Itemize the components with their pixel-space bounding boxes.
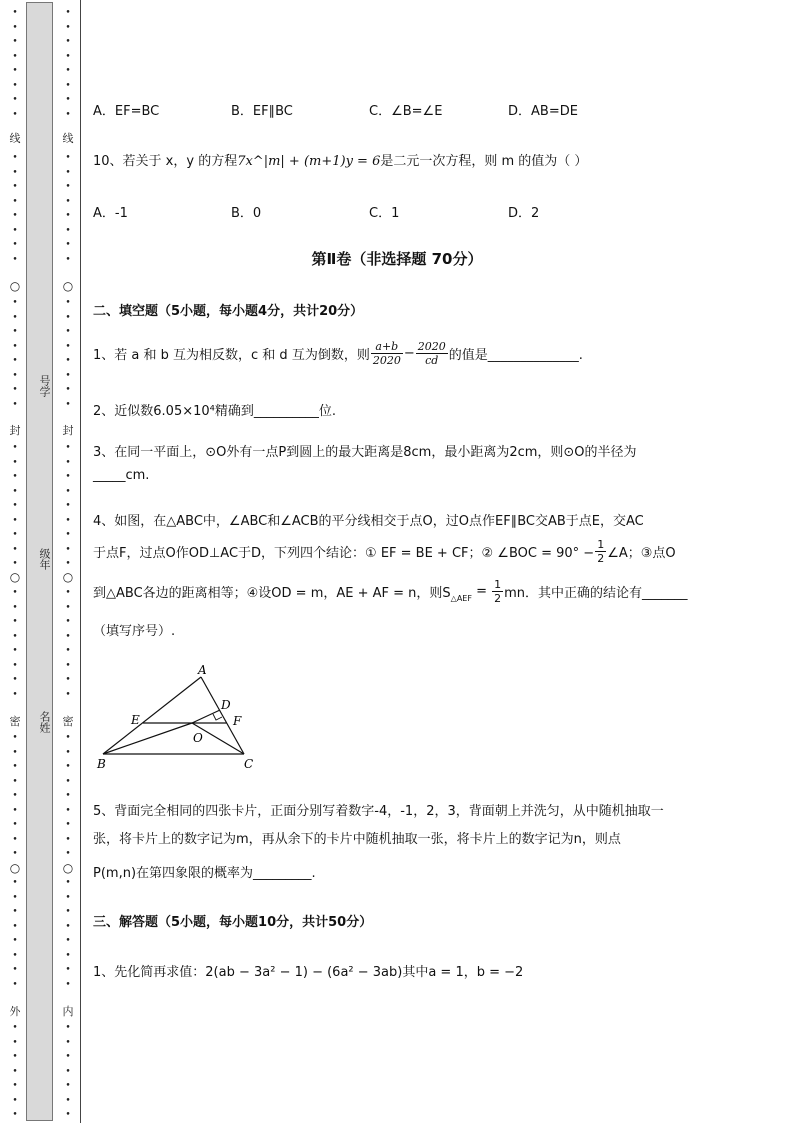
fill-q1-suffix: 的值是______________. [448,348,583,363]
fill-q4-frac-denominator: 2 [597,552,605,565]
outer-margin-dot: • [12,878,18,888]
inner-margin-dot: • [65,197,71,207]
inner-margin-dot: • [65,443,71,453]
outer-margin-dot: • [12,226,18,236]
inner-margin-dot: • [65,37,71,47]
outer-margin-dot: • [12,153,18,163]
outer-margin-dot: • [12,617,18,627]
inner-margin-dot: • [65,820,71,830]
q10-question [93,150,587,169]
outer-margin-dot: • [12,675,18,685]
inner-margin-circle: ○ [62,279,74,293]
outer-margin-dot: • [12,632,18,642]
outer-margin-dot: • [12,23,18,33]
inner-margin-dot: • [65,313,71,323]
outer-margin-dot: • [12,748,18,758]
outer-margin-dot: • [12,588,18,598]
inner-margin-dot: • [65,791,71,801]
inner-margin-dot: • [65,342,71,352]
inner-margin-dot: • [65,777,71,787]
fill-q2: 2、近似数6.05×10⁴精确到__________位. [93,404,336,419]
outer-margin-dot: • [12,936,18,946]
outer-margin-dot: • [12,835,18,845]
inner-margin-dot: • [65,878,71,888]
label-f: F [233,714,242,728]
outer-margin-seal-char: 封 [9,424,21,437]
outer-margin-dot: • [12,298,18,308]
fill-q4-line2 [93,538,676,565]
fill-section-heading: 二、填空题（5小题，每小题4分，共计20分） [93,304,364,319]
outer-margin-dot: • [12,820,18,830]
triangle-figure [92,664,262,774]
q10-suffix: 是二元一次方程，则 m 的值为（ ） [380,154,588,169]
outer-margin-circle: ○ [9,861,21,875]
inner-margin-dot: • [65,893,71,903]
fill-q1-frac2-numerator: 2020 [417,340,446,353]
outer-margin-dot: • [12,1067,18,1077]
grade-label: 级年 [38,548,51,570]
outer-margin-dot: • [12,1052,18,1062]
fill-q5-line1: 5、背面完全相同的四张卡片，正面分别写着数字-4，-1，2，3，背面朝上并洗匀，从中随机抽取一 [93,804,664,819]
inner-margin-dot: • [65,806,71,816]
inner-margin-dot: • [65,255,71,265]
outer-margin-dot: • [12,806,18,816]
outer-margin-dot: • [12,559,18,569]
q9-option-d: D．AB=DE [508,104,578,119]
outer-margin-dot: • [12,487,18,497]
inner-margin-dot: • [65,240,71,250]
inner-margin-dot: • [65,559,71,569]
inner-margin-dot: • [65,748,71,758]
inner-margin-dot: • [65,1023,71,1033]
outer-margin-dot: • [12,530,18,540]
inner-margin-dot: • [65,646,71,656]
outer-margin-circle: ○ [9,279,21,293]
inner-margin-dot: • [65,936,71,946]
inner-margin-dot: • [65,501,71,511]
fill-q3-line2: _____cm. [93,468,150,483]
outer-margin-dot: • [12,443,18,453]
outer-margin-seal-char: 密 [9,715,21,728]
outer-margin-dot: • [12,849,18,859]
inner-margin-dot: • [65,849,71,859]
student-info-bar [26,2,53,1121]
outer-margin-dot: • [12,1023,18,1033]
inner-margin-dot: • [65,1110,71,1120]
fill-q1-prefix: 1、若 a 和 b 互为相反数，c 和 d 互为倒数，则 [93,348,370,363]
fill-q4-line3-suffix: mn．其中正确的结论有_______ [504,586,688,601]
outer-margin-dot: • [12,501,18,511]
outer-margin-dot: • [12,951,18,961]
inner-margin-circle: ○ [62,570,74,584]
inner-margin-dot: • [65,617,71,627]
inner-margin-seal-char: 封 [62,424,74,437]
inner-margin-dot: • [65,400,71,410]
inner-margin-dot: • [65,52,71,62]
inner-margin-dot: • [65,907,71,917]
q9-option-b: B．EF∥BC [231,104,293,119]
outer-margin-dot: • [12,777,18,787]
fill-q4-line4: （填写序号）. [93,624,176,639]
outer-margin-dot: • [12,240,18,250]
inner-margin-dot: • [65,81,71,91]
inner-margin-dot: • [65,545,71,555]
inner-margin-seal-char: 内 [62,1005,74,1018]
fill-q1-frac1-denominator: 2020 [372,354,401,367]
fill-q1 [93,340,583,367]
outer-margin-dot: • [12,52,18,62]
outer-margin-dot: • [12,661,18,671]
inner-margin-dot: • [65,327,71,337]
fill-q4-line3-prefix: 到△ABC各边的距离相等；④设OD = m，AE + AF = n，则S [93,586,451,601]
outer-margin-dot: • [12,255,18,265]
q10-prefix: 10、若关于 x，y 的方程 [93,154,238,169]
inner-margin-dot: • [65,385,71,395]
inner-margin-dot: • [65,835,71,845]
outer-margin-dot: • [12,95,18,105]
outer-margin-dot: • [12,907,18,917]
outer-margin-dot: • [12,690,18,700]
bisector-bo [103,723,192,754]
outer-margin-dot: • [12,81,18,91]
outer-margin-dot: • [12,66,18,76]
inner-margin-dot: • [65,965,71,975]
fill-q4-area-fraction [492,578,503,605]
label-c: C [244,757,254,771]
outer-margin-dot: • [12,356,18,366]
inner-margin-dot: • [65,588,71,598]
side-ab [103,677,201,754]
fill-q1-minus: − [403,346,415,361]
outer-margin-seal-char: 外 [9,1005,21,1018]
label-b: B [97,757,106,771]
inner-margin-dot: • [65,66,71,76]
outer-margin-dot: • [12,1110,18,1120]
inner-margin-seal-char: 密 [62,715,74,728]
outer-margin-dot: • [12,371,18,381]
name-label: 名姓 [38,711,51,733]
outer-margin-dot: • [12,762,18,772]
inner-margin-dot: • [65,1067,71,1077]
fill-q4-line2-suffix: ∠A；③点O [607,546,676,561]
inner-margin-dot: • [65,95,71,105]
margin-dot-column-outer [9,0,21,1123]
solve-q1: 1、先化简再求值：2(ab − 3a² − 1) − (6a² − 3ab)其中a = 1，b = −2 [93,965,524,980]
fill-q4-frac-numerator: 1 [597,538,605,551]
inner-margin-dot: • [65,922,71,932]
solve-section-heading: 三、解答题（5小题，每小题10分，共计50分） [93,915,373,930]
fill-q4-area-frac-denominator: 2 [494,592,502,605]
inner-margin-dot: • [65,182,71,192]
inner-margin-dot: • [65,661,71,671]
outer-margin-dot: • [12,211,18,221]
outer-margin-dot: • [12,965,18,975]
fill-q4-line1: 4、如图，在△ABC中，∠ABC和∠ACB的平分线相交于点O，过O点作EF∥BC交AB于点E，交AC [93,514,644,529]
fill-q1-frac1-numerator: a+b [371,340,403,354]
outer-margin-dot: • [12,197,18,207]
outer-margin-dot: • [12,603,18,613]
outer-margin-dot: • [12,342,18,352]
q10-option-a: A．-1 [93,206,128,221]
outer-margin-dot: • [12,327,18,337]
outer-margin-dot: • [12,385,18,395]
inner-margin-dot: • [65,153,71,163]
inner-margin-dot: • [65,298,71,308]
outer-margin-dot: • [12,8,18,18]
outer-margin-dot: • [12,37,18,47]
inner-margin-dot: • [65,1052,71,1062]
outer-margin-dot: • [12,922,18,932]
margin-dot-column-inner [62,0,74,1123]
outer-margin-dot: • [12,313,18,323]
fill-q1-frac2-denominator: cd [425,354,439,367]
label-d: D [221,698,231,712]
fill-q3-line1: 3、在同一平面上，⊙O外有一点P到圆上的最大距离是8cm，最小距离为2cm，则⊙O的半径为 [93,445,637,460]
inner-margin-dot: • [65,1081,71,1091]
fill-q4-half-fraction [595,538,606,565]
inner-margin-dot: • [65,632,71,642]
fill-q4-line3-equals: = [471,584,492,599]
outer-margin-dot: • [12,545,18,555]
inner-margin-dot: • [65,762,71,772]
segment-od [192,710,220,723]
outer-margin-dot: • [12,516,18,526]
inner-margin-dot: • [65,110,71,120]
outer-margin-dot: • [12,1038,18,1048]
outer-margin-dot: • [12,1081,18,1091]
part2-title: 第Ⅱ卷（非选择题 70分） [311,250,483,268]
inner-margin-dot: • [65,472,71,482]
inner-margin-dot: • [65,603,71,613]
inner-margin-dot: • [65,980,71,990]
student-number-label: 号学 [38,375,51,397]
inner-margin-dot: • [65,226,71,236]
fill-q5-line3: P(m,n)在第四象限的概率为_________. [93,866,316,881]
outer-margin-dot: • [12,733,18,743]
inner-margin-dot: • [65,458,71,468]
inner-margin-dot: • [65,168,71,178]
fill-q4-area-frac-numerator: 1 [494,578,502,591]
inner-margin-seal-char: 线 [62,132,74,145]
inner-margin-dot: • [65,371,71,381]
inner-margin-circle: ○ [62,861,74,875]
label-a: A [198,664,207,677]
outer-margin-dot: • [12,110,18,120]
outer-margin-dot: • [12,458,18,468]
outer-margin-dot: • [12,400,18,410]
right-angle-mark [213,714,222,720]
inner-margin-dot: • [65,356,71,366]
q10-equation: 7x^|m| + (m+1)y = 6 [237,154,381,169]
outer-margin-dot: • [12,646,18,656]
outer-margin-dot: • [12,1096,18,1106]
inner-margin-dot: • [65,487,71,497]
fill-q5-line2: 张，将卡片上的数字记为m，再从余下的卡片中随机抽取一张，将卡片上的数字记为n，则点 [93,832,621,847]
q9-option-a: A．EF=BC [93,104,160,119]
fill-q4-line2-prefix: 于点F，过点O作OD⊥AC于D，下列四个结论：① EF = BE + CF；② ∠BOC = 90° − [93,546,595,561]
inner-margin-dot: • [65,675,71,685]
outer-margin-dot: • [12,472,18,482]
outer-margin-dot: • [12,980,18,990]
q10-option-d: D．2 [508,206,540,221]
fill-q1-fraction-1 [371,340,403,367]
outer-margin-seal-char: 线 [9,132,21,145]
label-e: E [131,713,140,727]
outer-margin-dot: • [12,168,18,178]
q10-option-c: C．1 [369,206,400,221]
label-o: O [193,731,203,745]
inner-margin-dot: • [65,8,71,18]
inner-margin-dot: • [65,1096,71,1106]
inner-margin-dot: • [65,951,71,961]
inner-margin-dot: • [65,1038,71,1048]
fill-q4-area-subscript: △AEF [450,594,472,603]
outer-margin-dot: • [12,791,18,801]
margin-divider-line [80,0,81,1123]
inner-margin-dot: • [65,690,71,700]
fill-q4-line3 [93,578,688,605]
outer-margin-circle: ○ [9,570,21,584]
q9-option-c: C．∠B=∠E [369,104,443,119]
outer-margin-dot: • [12,182,18,192]
inner-margin-dot: • [65,516,71,526]
inner-margin-dot: • [65,530,71,540]
inner-margin-dot: • [65,23,71,33]
outer-margin-dot: • [12,893,18,903]
fill-q1-fraction-2 [416,340,448,367]
inner-margin-dot: • [65,211,71,221]
inner-margin-dot: • [65,733,71,743]
q10-option-b: B．0 [231,206,262,221]
